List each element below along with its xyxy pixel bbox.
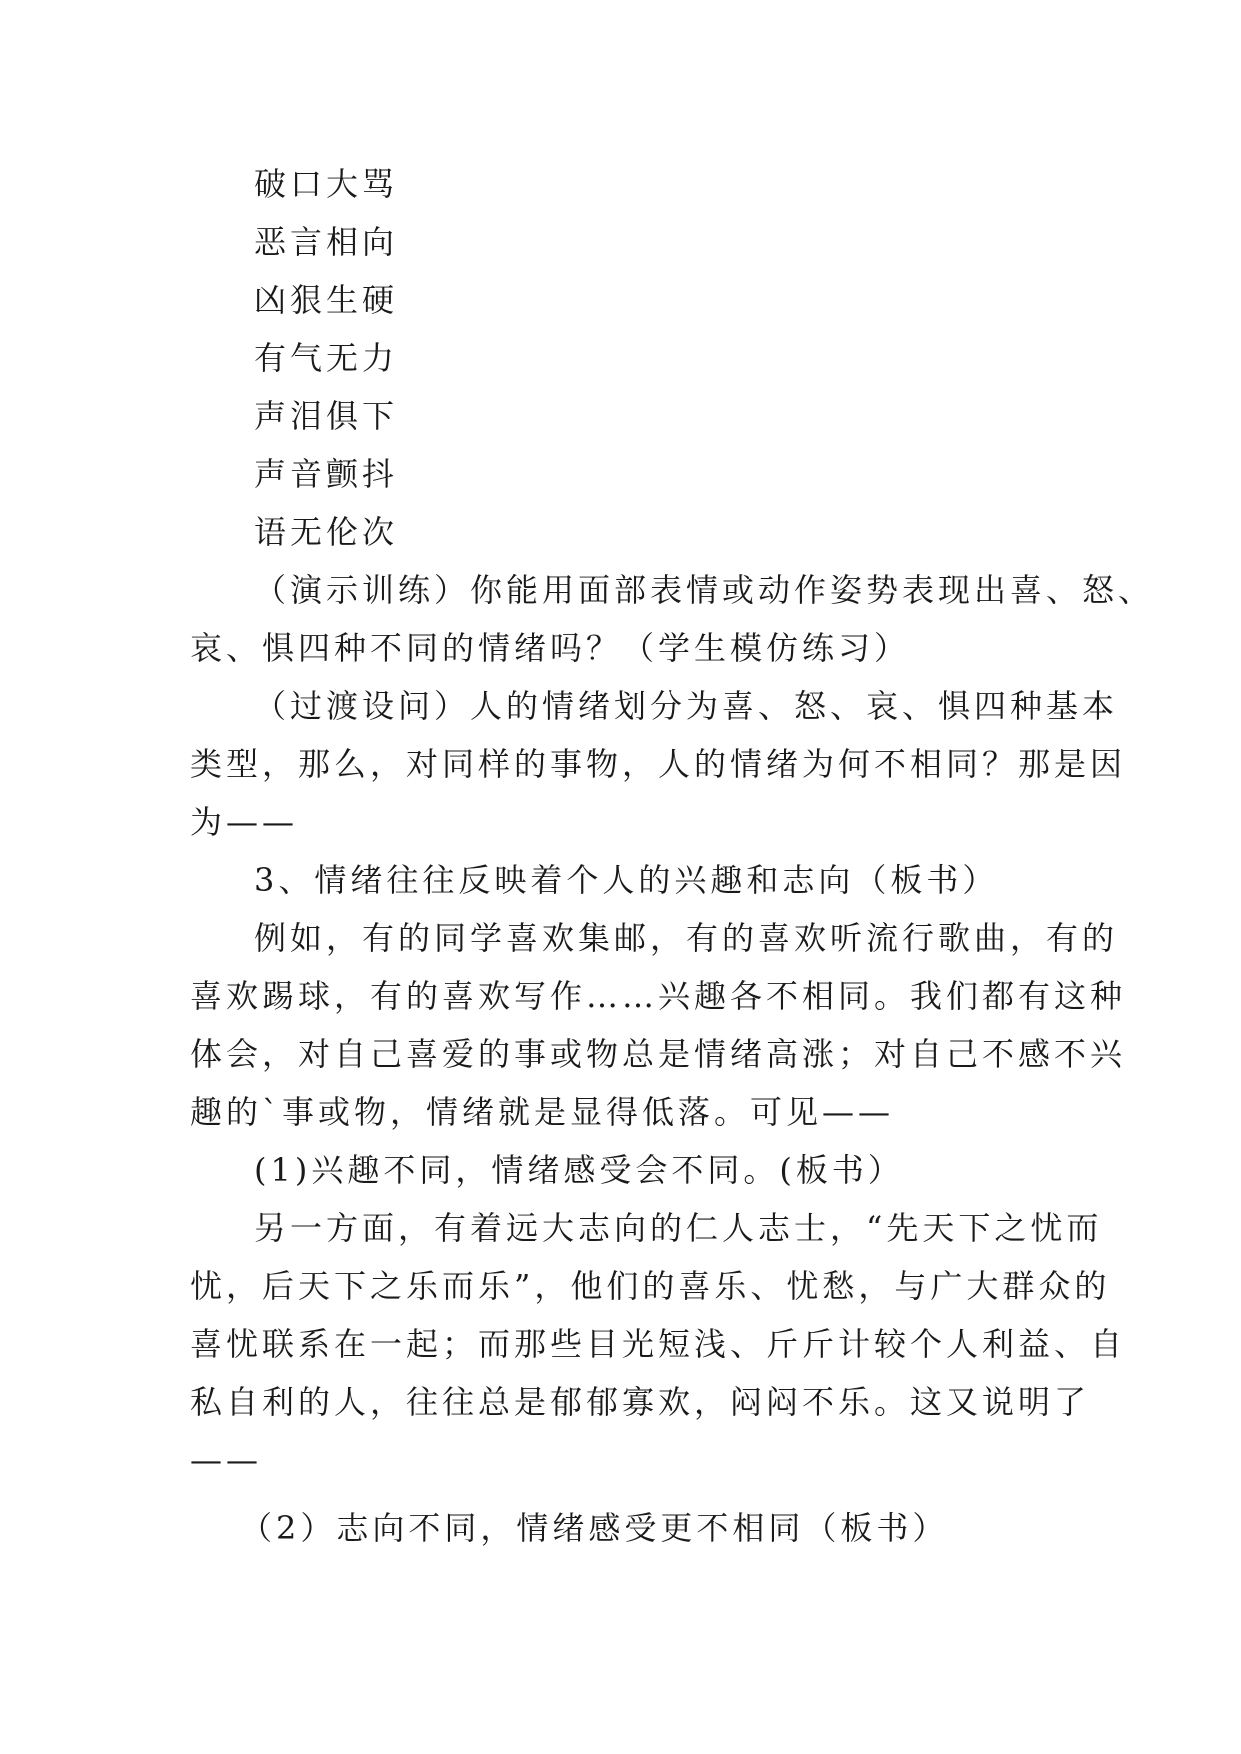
text-line: 哀、惧四种不同的情绪吗？（学生模仿练习） (190, 629, 911, 667)
section-heading: 3、情绪往往反映着个人的兴趣和志向（板书） (254, 861, 999, 899)
text-line: 另一方面，有着远大志向的仁人志士，“先天下之忧而 (254, 1209, 1103, 1247)
paragraph-transition-question (190, 677, 1127, 851)
text-line: —— (190, 1441, 262, 1479)
text-line: 喜忧联系在一起；而那些目光短浅、斤斤计较个人利益、自 (190, 1325, 1127, 1363)
text-line: 趣的`事或物，情绪就是显得低落。可见—— (190, 1093, 895, 1131)
text-line: （过渡设问）人的情绪划分为喜、怒、哀、惧四种基本 (254, 687, 1119, 725)
text-line: （演示训练）你能用面部表情或动作姿势表现出喜、怒、 (254, 571, 1155, 609)
list-item: 破口大骂 (254, 165, 399, 203)
text-line: 私自利的人，往往总是郁郁寡欢，闷闷不乐。这又说明了 (190, 1383, 1091, 1421)
document-page (190, 155, 1155, 1557)
text-line: 例如，有的同学喜欢集邮，有的喜欢听流行歌曲，有的 (254, 919, 1119, 957)
paragraph-demo-training (190, 561, 1155, 677)
text-line: 类型，那么，对同样的事物，人的情绪为何不相同？那是因 (190, 745, 1127, 783)
list-item: 语无伦次 (254, 513, 399, 551)
paragraph-interest-example (190, 909, 1127, 1141)
subheading-interest: (1)兴趣不同，情绪感受会不同。(板书） (254, 1151, 904, 1189)
text-line: 忧，后天下之乐而乐”，他们的喜乐、忧愁，与广大群众的 (190, 1267, 1111, 1305)
list-item: 有气无力 (254, 339, 399, 377)
expression-list (190, 155, 1060, 561)
text-line: 喜欢踢球，有的喜欢写作……兴趣各不相同。我们都有这种 (190, 977, 1127, 1015)
text-line: 为—— (190, 803, 299, 841)
list-item: 凶狠生硬 (254, 281, 399, 319)
list-item: 恶言相向 (254, 223, 399, 261)
list-item: 声音颤抖 (254, 455, 399, 493)
subheading-ambition: （2）志向不同，情绪感受更不相同（板书） (240, 1509, 949, 1547)
paragraph-ambition (190, 1199, 1127, 1489)
text-line: 体会，对自己喜爱的事或物总是情绪高涨；对自己不感不兴 (190, 1035, 1127, 1073)
list-item: 声泪俱下 (254, 397, 399, 435)
